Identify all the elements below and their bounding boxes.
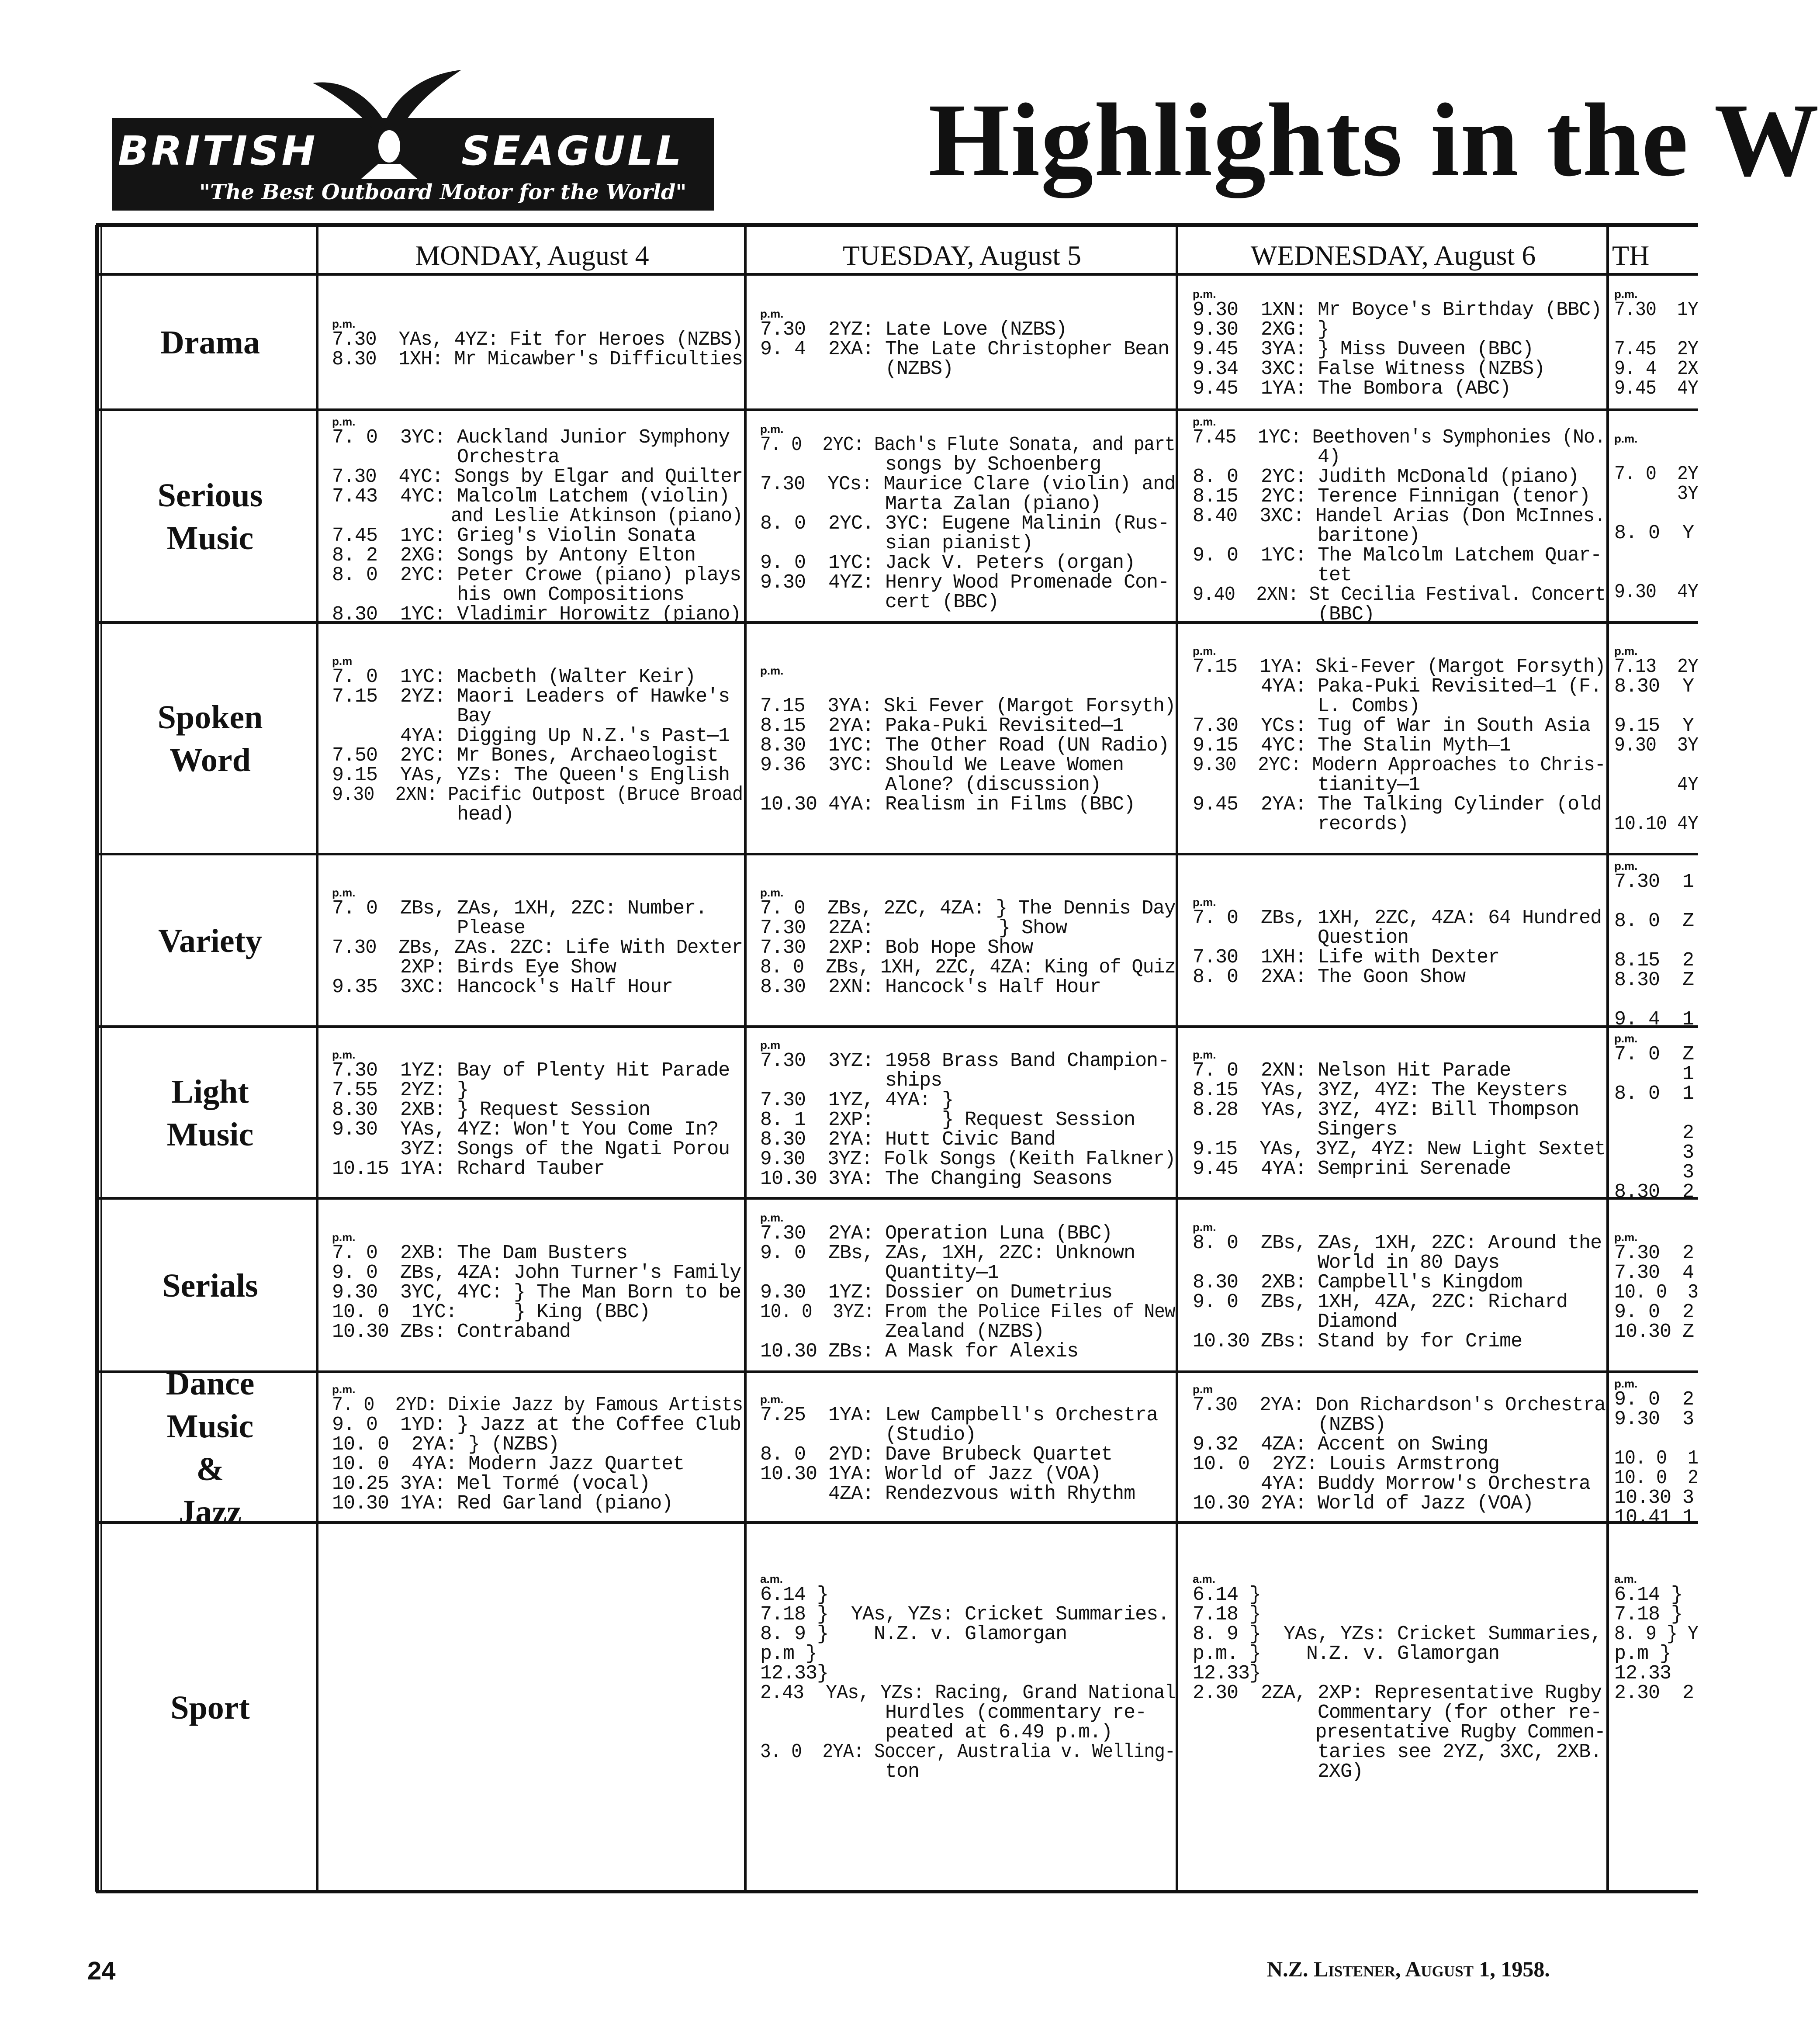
seagull-icon xyxy=(308,70,466,183)
cell-serials-wednesday xyxy=(1193,1221,1605,1354)
cell-drama-tuesday xyxy=(760,308,1175,381)
program-entry: 7.18 } xyxy=(1614,1603,1683,1626)
program-entry: 12.33} xyxy=(1193,1662,1261,1685)
program-entry: 10.30 4YA: Realism in Films (BBC) xyxy=(760,793,1135,816)
program-entry: 2.43 YAs, YZs: Racing, Grand National xyxy=(760,1682,1176,1704)
program-entry: 6.14 } xyxy=(1614,1584,1683,1606)
program-entry: 7.15 3YA: Ski Fever (Margot Forsyth) xyxy=(760,695,1176,717)
day-header-tuesday: TUESDAY, August 5 xyxy=(843,240,1081,271)
program-entry: his own Compositions xyxy=(332,584,685,606)
program-entry: 7.43 4YC: Malcolm Latchem (violin) xyxy=(332,485,730,508)
program-entry: 8.30 1YC: Vladimir Horowitz (piano) xyxy=(332,603,741,626)
program-entry: 6.14 } xyxy=(1193,1584,1261,1606)
time-period-label: p.m. xyxy=(332,415,356,428)
program-entry: 8.30 1YC: The Other Road (UN Radio) xyxy=(760,734,1170,757)
program-entry: cert (BBC) xyxy=(760,591,999,613)
time-period-label: p.m. xyxy=(1614,644,1638,657)
program-entry: 10. 0 4YA: Modern Jazz Quartet xyxy=(332,1453,685,1475)
program-entry: 9.30 3Y xyxy=(1614,734,1699,757)
program-entry: 10.30 2YA: World of Jazz (VOA) xyxy=(1193,1492,1534,1515)
program-entry: 9.32 4ZA: Accent on Swing xyxy=(1193,1433,1488,1456)
cell-serious-music-tuesday xyxy=(760,423,1175,615)
program-entry: 7.50 2YC: Mr Bones, Archaeologist xyxy=(332,744,719,767)
program-entry: 9.30 YAs, 4YZ: Won't You Come In? xyxy=(332,1118,719,1141)
program-entry: and Leslie Atkinson (piano) xyxy=(332,505,743,527)
program-entry: 9.30 2XG: } xyxy=(1193,318,1329,341)
cell-sport-tuesday xyxy=(760,1573,1175,1784)
program-entry: 7.18 } xyxy=(1193,1603,1261,1626)
program-entry: 10. 0 1 xyxy=(1614,1447,1699,1470)
program-entry: 7.30 4YC: Songs by Elgar and Quilter xyxy=(332,466,743,488)
program-entry: 9. 4 2X xyxy=(1614,358,1699,380)
program-entry: 9.30 4Y xyxy=(1614,581,1699,603)
program-entry: 8.15 2YC: Terence Finnigan (tenor) xyxy=(1193,485,1591,508)
program-entry: p.m } xyxy=(760,1643,817,1665)
program-entry: 8.15 2 xyxy=(1614,949,1694,972)
program-entry: 8.30 2XB: } Request Session xyxy=(332,1099,650,1121)
program-entry: 8. 0 2YC: Judith McDonald (piano) xyxy=(1193,466,1579,488)
time-period-label: a.m. xyxy=(1614,1572,1637,1585)
cell-variety-monday xyxy=(332,886,743,1000)
program-entry: 2XP: Birds Eye Show xyxy=(332,956,616,979)
cell-dance-jazz-monday xyxy=(332,1383,743,1516)
program-entry: 7. 0 ZBs, ZAs, 1XH, 2ZC: Number. xyxy=(332,897,707,920)
program-entry: 8. 2 2XG: Songs by Antony Elton xyxy=(332,544,696,567)
cell-drama-wednesday xyxy=(1193,288,1605,401)
program-entry: 10.30 ZBs: Contraband xyxy=(332,1321,571,1343)
program-entry: 9.30 2XN: Pacific Outpost (Bruce Broad xyxy=(332,784,743,806)
time-period-label: p.m. xyxy=(1614,859,1638,872)
program-entry: 10. 0 3 xyxy=(1614,1281,1699,1304)
program-entry: L. Combs) xyxy=(1193,695,1420,717)
program-entry: 7.30 YCs: Maurice Clare (violin) and xyxy=(760,473,1176,495)
program-entry: records) xyxy=(1193,813,1409,835)
cell-light-music-wednesday xyxy=(1193,1048,1605,1181)
day-header-monday: MONDAY, August 4 xyxy=(415,240,649,271)
program-entry: 4YA: Buddy Morrow's Orchestra xyxy=(1193,1473,1591,1495)
program-entry: 8. 9 } Y xyxy=(1614,1623,1699,1645)
category-light-music: Light Music xyxy=(166,1073,254,1153)
day-header-thursday: TH xyxy=(1612,240,1650,271)
program-entry: 10.25 3YA: Mel Tormé (vocal) xyxy=(332,1473,650,1495)
time-period-label: p.m. xyxy=(1614,1231,1638,1244)
program-entry: 8. 0 2YC: Peter Crowe (piano) plays xyxy=(332,564,741,586)
program-entry: 7.30 2YA: Operation Luna (BBC) xyxy=(760,1222,1113,1245)
program-entry: 8.30 Y xyxy=(1614,675,1694,698)
program-entry: 9.30 3YC, 4YC: } The Man Born to be xyxy=(332,1281,741,1304)
program-entry: 8. 0 Y xyxy=(1614,522,1694,544)
day-header-wednesday: WEDNESDAY, August 6 xyxy=(1250,240,1536,271)
publication-line: N.Z. Listener, August 1, 1958. xyxy=(1267,1957,1550,1981)
program-entry: 7.30 2YZ: Late Love (NZBS) xyxy=(760,318,1067,341)
cell-serious-music-monday xyxy=(332,415,743,627)
program-entry: taries see 2YZ, 3XC, 2XB. xyxy=(1193,1741,1602,1763)
program-entry: 7.30 YAs, 4YZ: Fit for Heroes (NZBS) xyxy=(332,329,743,351)
program-entry: ton xyxy=(760,1761,920,1783)
program-entry: 9.45 4YA: Semprini Serenade xyxy=(1193,1158,1511,1180)
program-entry: 10.30 3YA: The Changing Seasons xyxy=(760,1168,1113,1190)
program-entry: 4ZA: Rendezvous with Rhythm xyxy=(760,1483,1135,1505)
time-period-label: a.m. xyxy=(1193,1572,1216,1585)
program-entry: 9.15 4YC: The Stalin Myth—1 xyxy=(1193,734,1511,757)
category-spoken-word: Spoken Word xyxy=(157,699,263,778)
program-entry: Commentary (for other re- xyxy=(1193,1702,1602,1724)
program-entry: 7. 0 2YD: Dixie Jazz by Famous Artists xyxy=(332,1394,743,1416)
program-entry: 7.30 3YZ: 1958 Brass Band Champion- xyxy=(760,1050,1170,1072)
program-entry: 7.45 1YC: Grieg's Violin Sonata xyxy=(332,525,696,547)
program-entry: 8.28 YAs, 3YZ, 4YZ: Bill Thompson xyxy=(1193,1099,1579,1121)
time-period-label: a.m. xyxy=(760,1572,783,1585)
time-period-label: p.m. xyxy=(332,1231,356,1244)
time-period-label: p.m. xyxy=(760,1211,784,1224)
program-entry: 3. 0 2YA: Soccer, Australia v. Welling- xyxy=(760,1741,1175,1763)
program-entry: p.m. } N.Z. v. Glamorgan xyxy=(1193,1643,1500,1665)
program-entry: 8.30 2XN: Hancock's Half Hour xyxy=(760,976,1101,998)
cell-dance-jazz-wednesday xyxy=(1193,1383,1605,1516)
program-entry: 12.33 xyxy=(1614,1662,1671,1685)
program-entry: 10. 0 2 xyxy=(1614,1467,1699,1489)
cell-spoken-word-monday xyxy=(332,655,743,827)
cell-light-music-thursday xyxy=(1614,1032,1698,1204)
program-entry: Bay xyxy=(332,705,491,727)
program-entry: 9. 0 1YC: Jack V. Peters (organ) xyxy=(760,552,1135,574)
program-entry: (Studio) xyxy=(760,1424,976,1446)
program-entry: 7.25 1YA: Lew Campbell's Orchestra xyxy=(760,1404,1158,1426)
program-entry: 8.40 3XC: Handel Arias (Don McInnes. xyxy=(1193,505,1605,527)
program-entry: 7.45 2Y xyxy=(1614,338,1699,360)
time-period-label: p.m. xyxy=(332,1048,356,1061)
program-entry: 2.30 2 xyxy=(1614,1682,1694,1704)
program-entry: 9.45 2YA: The Talking Cylinder (old xyxy=(1193,793,1602,816)
program-entry: tet xyxy=(1193,564,1352,586)
program-entry: 10.15 1YA: Rchard Tauber xyxy=(332,1158,605,1180)
program-entry: Quantity—1 xyxy=(760,1262,999,1284)
program-entry: (BBC) xyxy=(1193,603,1375,626)
time-period-label: p.m. xyxy=(1614,1032,1638,1045)
time-period-label: p.m xyxy=(760,1038,781,1052)
category-dance-music-jazz: Dance Music & Jazz xyxy=(166,1365,255,1530)
cell-spoken-word-wednesday xyxy=(1193,645,1605,837)
program-entry: 7.30 4 xyxy=(1614,1262,1694,1284)
program-entry: 10. 0 2YA: } (NZBS) xyxy=(332,1433,560,1456)
program-entry: baritone) xyxy=(1193,525,1420,547)
program-entry: 8.15 YAs, 3YZ, 4YZ: The Keysters xyxy=(1193,1079,1568,1101)
cell-spoken-word-thursday xyxy=(1614,645,1698,837)
program-entry: 10.30 ZBs: Stand by for Crime xyxy=(1193,1330,1522,1353)
program-entry: 9.34 3XC: False Witness (NZBS) xyxy=(1193,358,1545,380)
program-entry: p.m } xyxy=(1614,1643,1671,1665)
cell-variety-thursday xyxy=(1614,860,1698,1032)
time-period-label: p.m. xyxy=(760,886,784,899)
program-entry: Alone? (discussion) xyxy=(760,774,1101,796)
page-number: 24 xyxy=(87,1957,116,1985)
page-headline: Highlights in the W xyxy=(928,82,1820,198)
cell-variety-wednesday xyxy=(1193,896,1605,990)
time-period-label: p.m. xyxy=(1193,644,1216,657)
program-entry: 9.30 1YZ: Dossier on Dumetrius xyxy=(760,1281,1113,1304)
cell-sport-monday xyxy=(332,1573,743,1588)
program-entry: 9.30 1XN: Mr Boyce's Birthday (BBC) xyxy=(1193,299,1602,321)
program-entry: 10.10 4Y xyxy=(1614,813,1699,835)
program-entry: 8. 0 Z xyxy=(1614,910,1694,932)
program-entry: 9.30 4YZ: Henry Wood Promenade Con- xyxy=(760,571,1170,594)
program-entry: 8.30 2 xyxy=(1614,1181,1694,1203)
program-entry: 7.15 1YA: Ski-Fever (Margot Forsyth) xyxy=(1193,656,1605,678)
program-entry: 9. 0 2 xyxy=(1614,1301,1694,1323)
cell-light-music-monday xyxy=(332,1048,743,1181)
program-entry: 8.30 2XB: Campbell's Kingdom xyxy=(1193,1271,1522,1294)
program-entry: 7. 0 ZBs, 1XH, 2ZC, 4ZA: 64 Hundred xyxy=(1193,907,1602,929)
program-entry: 1 xyxy=(1614,1063,1694,1085)
logo-tagline: "The Best Outboard Motor for the World" xyxy=(199,180,687,204)
cell-sport-thursday xyxy=(1614,1573,1698,1706)
program-entry: 4) xyxy=(1193,446,1341,468)
category-serious-music: Serious Music xyxy=(157,477,263,557)
program-entry: 7.30 2 xyxy=(1614,1242,1694,1264)
time-period-label: p.m. xyxy=(1193,415,1216,428)
program-entry: 8.30 1XH: Mr Micawber's Difficulties xyxy=(332,348,743,370)
cell-serials-thursday xyxy=(1614,1231,1698,1344)
program-entry: 7. 0 Z xyxy=(1614,1043,1694,1066)
program-entry: tianity—1 xyxy=(1193,774,1420,796)
category-drama: Drama xyxy=(160,324,260,361)
program-entry: 10. 0 2YZ: Louis Armstrong xyxy=(1193,1453,1500,1475)
program-entry: 8. 1 2XP: } Request Session xyxy=(760,1109,1135,1131)
program-entry: 9.30 3 xyxy=(1614,1408,1694,1430)
program-entry: 7.30 1YZ: Bay of Plenty Hit Parade xyxy=(332,1059,730,1082)
program-entry: Hurdles (commentary re- xyxy=(760,1702,1147,1724)
program-entry: Question xyxy=(1193,927,1409,949)
program-entry: 7.18 } YAs, YZs: Cricket Summaries. xyxy=(760,1603,1170,1626)
program-entry: 9. 0 2 xyxy=(1614,1388,1694,1411)
program-entry: 7. 0 1YC: Macbeth (Walter Keir) xyxy=(332,666,696,688)
program-entry: 4YA: Paka-Puki Revisited—1 (F. xyxy=(1193,675,1602,698)
program-entry: 8. 0 2YC. 3YC: Eugene Malinin (Rus- xyxy=(760,512,1170,535)
program-entry: 3YZ: Songs of the Ngati Porou xyxy=(332,1138,730,1160)
program-entry: 3 xyxy=(1614,1161,1694,1183)
program-entry: 7. 0 2YC: Bach's Flute Sonata, and part xyxy=(760,434,1175,456)
program-entry: 12.33} xyxy=(760,1662,829,1685)
program-entry: 4Y xyxy=(1614,774,1699,796)
program-entry: Diamond xyxy=(1193,1311,1398,1333)
cell-dance-jazz-thursday xyxy=(1614,1377,1698,1530)
cell-drama-monday xyxy=(332,318,743,372)
program-entry: 9.45 3YA: } Miss Duveen (BBC) xyxy=(1193,338,1534,360)
program-entry: 9. 0 ZBs, ZAs, 1XH, 2ZC: Unknown xyxy=(760,1242,1135,1264)
program-entry: (NZBS) xyxy=(1193,1414,1386,1436)
program-entry: 9.15 Y xyxy=(1614,715,1694,737)
brand-right-text: SEAGULL xyxy=(461,128,684,174)
program-entry: 9. 0 1YC: The Malcolm Latchem Quar- xyxy=(1193,544,1602,567)
program-entry: Singers xyxy=(1193,1118,1398,1141)
program-entry: 9.40 2XN: St Cecilia Festival. Concert xyxy=(1193,584,1606,606)
program-entry: 8. 0 2XA: The Goon Show xyxy=(1193,966,1466,988)
program-entry: 7.55 2YZ: } xyxy=(332,1079,469,1101)
program-entry: 8. 0 2YD: Dave Brubeck Quartet xyxy=(760,1443,1113,1466)
program-entry: 2.30 2ZA, 2XP: Representative Rugby xyxy=(1193,1682,1602,1704)
program-entry: 10.30 Z xyxy=(1614,1321,1694,1343)
program-entry: 7. 0 ZBs, 2ZC, 4ZA: } The Dennis Day xyxy=(760,897,1176,920)
program-entry: 10.30 1YA: World of Jazz (VOA) xyxy=(760,1463,1101,1485)
time-period-label: p.m. xyxy=(1614,287,1638,301)
program-entry: Marta Zalan (piano) xyxy=(760,493,1101,515)
program-entry: peated at 6.49 p.m.) xyxy=(760,1721,1113,1744)
program-entry: 9.15 YAs, 3YZ, 4YZ: New Light Sextet xyxy=(1193,1138,1605,1160)
program-entry: 8. 0 1 xyxy=(1614,1083,1694,1105)
program-entry: 7.30 1XH: Life with Dexter xyxy=(1193,946,1500,969)
program-entry: 7. 0 2Y xyxy=(1614,463,1699,485)
program-entry: 8.30 Z xyxy=(1614,969,1694,991)
cell-serials-monday xyxy=(332,1231,743,1344)
program-entry: 7.30 2ZA: } Show xyxy=(760,917,1067,939)
program-entry: 8. 0 ZBs, ZAs, 1XH, 2ZC: Around the xyxy=(1193,1232,1602,1254)
program-entry: 7.30 1Y xyxy=(1614,299,1699,321)
program-entry: World in 80 Days xyxy=(1193,1252,1500,1274)
program-entry: 7.13 2Y xyxy=(1614,656,1699,678)
program-entry: 8. 0 ZBs, 1XH, 2ZC, 4ZA: King of Quiz xyxy=(760,956,1176,979)
program-entry: 9. 4 1 xyxy=(1614,1008,1694,1031)
category-variety: Variety xyxy=(158,922,262,959)
program-entry: 7.30 1 xyxy=(1614,871,1694,893)
cell-spoken-word-tuesday xyxy=(760,664,1175,817)
cell-dance-jazz-tuesday xyxy=(760,1393,1175,1506)
program-entry: 8. 9 } YAs, YZs: Cricket Summaries, xyxy=(1193,1623,1602,1645)
program-entry: 9.30 3YZ: Folk Songs (Keith Falkner) xyxy=(760,1148,1176,1170)
program-entry: 10. 0 1YC: } King (BBC) xyxy=(332,1301,650,1323)
program-entry: 6.14 } xyxy=(760,1584,829,1606)
program-entry: 9. 4 2XA: The Late Christopher Bean xyxy=(760,338,1170,360)
program-entry: 7. 0 2XN: Nelson Hit Parade xyxy=(1193,1059,1511,1082)
time-period-label: p.m. xyxy=(760,664,784,677)
program-entry: Orchestra xyxy=(332,446,560,468)
program-entry: 7.30 2XP: Bob Hope Show xyxy=(760,937,1033,959)
program-entry: 7.30 YCs: Tug of War in South Asia xyxy=(1193,715,1591,737)
time-period-label: p.m. xyxy=(1193,1221,1216,1234)
time-period-label: p.m xyxy=(1193,1383,1213,1396)
program-entry: 10.30 3 xyxy=(1614,1487,1694,1509)
program-entry: 9.30 2YC: Modern Approaches to Chris- xyxy=(1193,754,1605,776)
program-entry: 8.15 2YA: Paka-Puki Revisited—1 xyxy=(760,715,1124,737)
program-entry: 10.30 1YA: Red Garland (piano) xyxy=(332,1492,673,1515)
program-entry: 9.45 4Y xyxy=(1614,377,1699,400)
british-seagull-logo xyxy=(112,118,714,211)
program-entry: 9. 0 ZBs, 4ZA: John Turner's Family xyxy=(332,1262,741,1284)
program-entry: Zealand (NZBS) xyxy=(760,1321,1045,1343)
program-entry: 7. 0 3YC: Auckland Junior Symphony xyxy=(332,426,730,449)
time-period-label: p.m. xyxy=(1614,432,1638,445)
program-entry: 9. 0 ZBs, 1XH, 4ZA, 2ZC: Richard xyxy=(1193,1291,1568,1313)
cell-variety-tuesday xyxy=(760,886,1175,1000)
program-entry: sian pianist) xyxy=(760,532,1033,554)
program-entry: 8.30 2YA: Hutt Civic Band xyxy=(760,1128,1056,1151)
program-entry: 7.30 ZBs, ZAs. 2ZC: Life With Dexter xyxy=(332,937,743,959)
program-entry: 7.15 2YZ: Maori Leaders of Hawke's xyxy=(332,685,730,708)
time-period-label: p.m xyxy=(332,654,353,668)
program-entry: 4YA: Digging Up N.Z.'s Past—1 xyxy=(332,725,730,747)
program-entry: 9. 0 1YD: } Jazz at the Coffee Club xyxy=(332,1414,741,1436)
time-period-label: p.m. xyxy=(1193,896,1216,909)
program-entry: 9.45 1YA: The Bombora (ABC) xyxy=(1193,377,1511,400)
program-entry: presentative Rugby Commen- xyxy=(1193,1721,1605,1744)
time-period-label: p.m. xyxy=(760,1393,784,1406)
program-entry: 2 xyxy=(1614,1122,1694,1144)
time-period-label: p.m. xyxy=(332,886,356,899)
program-entry: 9.36 3YC: Should We Leave Women xyxy=(760,754,1124,776)
program-entry: 10. 0 3YZ: From the Police Files of New xyxy=(760,1301,1175,1323)
cell-serious-music-wednesday xyxy=(1193,415,1605,627)
time-period-label: p.m. xyxy=(332,1383,356,1396)
cell-serious-music-thursday xyxy=(1614,432,1698,605)
time-period-label: p.m. xyxy=(1614,1377,1638,1390)
program-entry: 3Y xyxy=(1614,483,1699,505)
time-period-label: p.m. xyxy=(760,422,784,436)
cell-serials-tuesday xyxy=(760,1211,1175,1364)
time-period-label: p.m. xyxy=(760,307,784,320)
program-entry: 7.30 2YA: Don Richardson's Orchestra xyxy=(1193,1394,1605,1416)
program-entry: 10.41 1 xyxy=(1614,1506,1694,1529)
program-entry: 2XG) xyxy=(1193,1761,1363,1783)
program-entry: 7. 0 2XB: The Dam Busters xyxy=(332,1242,628,1264)
program-entry: 10.30 ZBs: A Mask for Alexis xyxy=(760,1340,1079,1363)
category-serials: Serials xyxy=(162,1267,258,1304)
time-period-label: p.m. xyxy=(332,317,356,330)
program-entry: 3 xyxy=(1614,1142,1694,1164)
cell-sport-wednesday xyxy=(1193,1573,1605,1784)
program-entry: Please xyxy=(332,917,526,939)
brand-left-text: BRITISH xyxy=(118,128,318,174)
cell-light-music-tuesday xyxy=(760,1039,1175,1191)
program-entry: (NZBS) xyxy=(760,358,954,380)
program-entry: 9.15 YAs, YZs: The Queen's English xyxy=(332,764,730,786)
program-entry: ships xyxy=(760,1069,942,1092)
program-entry: 7.45 1YC: Beethoven's Symphonies (No. xyxy=(1193,426,1605,449)
program-entry: 8. 9 } N.Z. v. Glamorgan xyxy=(760,1623,1067,1645)
time-period-label: p.m. xyxy=(1193,1048,1216,1061)
category-sport: Sport xyxy=(170,1689,250,1726)
program-entry: head) xyxy=(332,803,514,826)
program-entry: 7.30 1YZ, 4YA: } xyxy=(760,1089,954,1111)
program-entry: 9.35 3XC: Hancock's Half Hour xyxy=(332,976,673,998)
program-entry: songs by Schoenberg xyxy=(760,453,1101,476)
time-period-label: p.m. xyxy=(1193,287,1216,301)
cell-drama-thursday xyxy=(1614,288,1698,401)
